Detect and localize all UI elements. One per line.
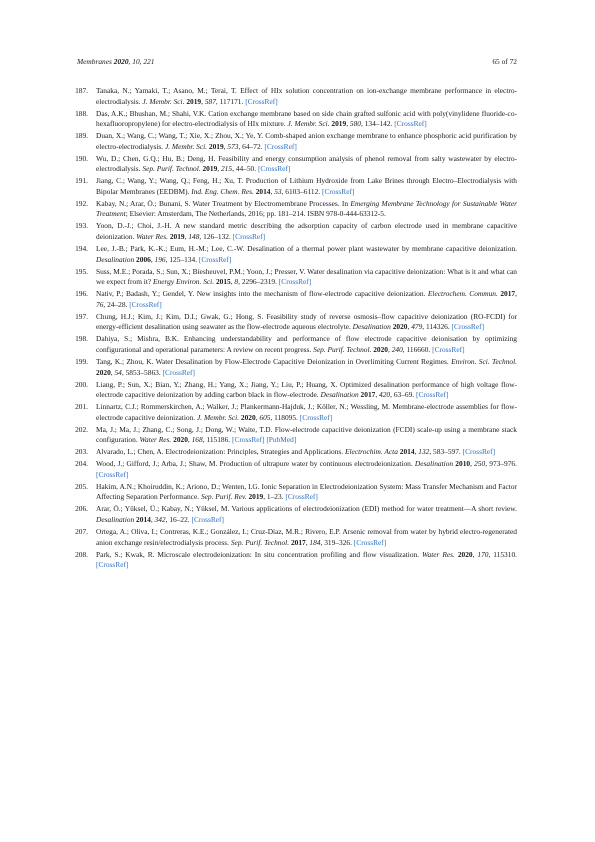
reference-journal: Electrochim. Acta xyxy=(344,447,398,457)
reference-journal: Electrochem. Commun. xyxy=(427,289,498,299)
crossref-link[interactable]: [CrossRef] xyxy=(285,492,318,502)
crossref-link[interactable]: [CrossRef] xyxy=(451,322,485,332)
reference-pages: , 24–28. xyxy=(103,299,128,309)
reference-journal: J. Membr. Sci. xyxy=(196,412,240,422)
reference-item: 202. Ma, J.; Ma, J.; Zhang, C.; Song, J.; Dong, W.; Waite, T.D. Flow-electrode capacitive deionization (FCDI) scale-up using a membrane stack configuration. Water Res. 2020, 168, 115186. [CrossRef] [PubMed] xyxy=(77,425,517,446)
reference-text: Duan, X.; Wang, C.; Wang, T.; Xie, X.; Zhou, X.; Ye, Y. Comb-shaped anion exchange membrane to enhance phosphoric acid purification by electro-electrodialysis. xyxy=(96,131,517,151)
reference-text: Dahiya, S.; Mishra, B.K. Enhancing understandability and performance of flow electrode capacitive deionisation by optimizing configurational and operational parameters: A review on recent progress. xyxy=(96,334,517,354)
reference-volume: 132 xyxy=(418,447,430,457)
reference-volume: 148 xyxy=(188,232,200,242)
reference-number: 205. xyxy=(75,481,88,491)
reference-item: 207. Ortega, A.; Oliva, I.; Contreras, K.E.; González, I.; Cruz-Díaz, M.R.; Rivero, E.P. Arsenic removal from water by hybrid electro-regenerated anion exchange resin/electrodialysis process. Sep. Purif. Technol. 2017, 184, 319–326. [CrossRef] xyxy=(77,527,517,548)
reference-journal: Desalination xyxy=(96,514,135,524)
reference-journal: Desalination xyxy=(96,254,135,264)
reference-volume: 420 xyxy=(379,390,391,400)
reference-text: Ma, J.; Ma, J.; Zhang, C.; Song, J.; Dong, W.; Waite, T.D. Flow-electrode capacitive deionization (FCDI) scale-up using a membrane stack configuration. xyxy=(96,424,517,445)
reference-number: 206. xyxy=(75,504,88,514)
crossref-link[interactable]: [CrossRef] xyxy=(416,390,449,400)
crossref-link[interactable]: [CrossRef] xyxy=(432,344,465,354)
reference-number: 201. xyxy=(75,402,88,412)
reference-journal: Environ. Sci. Technol. xyxy=(451,356,517,366)
reference-number: 208. xyxy=(75,549,88,559)
crossref-link[interactable]: [CrossRef] xyxy=(264,141,297,151)
reference-item: 191. Jiang, C.; Wang, Y.; Wang, Q.; Feng, H.; Xu, T. Production of Lithium Hydroxide from Lake Brines through Electro–Electrodialysis with Bipolar Membranes (EEDBM). Ind. Eng. Chem. Res. 2014, 53, 6103–6112. [CrossRef] xyxy=(77,176,517,197)
reference-number: 190. xyxy=(75,153,88,163)
reference-volume: 342 xyxy=(154,514,166,524)
reference-pages: , 117171. xyxy=(215,96,244,106)
reference-text: Suss, M.E.; Porada, S.; Sun, X.; Biesheuvel, P.M.; Yoon, J.; Presser, V. Water desalination via capacitive deionization: What is it and what can we expect from it? xyxy=(96,266,517,287)
reference-pages: , 2296–2319. xyxy=(238,277,277,287)
crossref-link[interactable]: [CrossRef] xyxy=(321,186,355,196)
reference-volume: 8 xyxy=(234,277,239,287)
reference-item xyxy=(77,482,517,503)
reference-item: 198. Dahiya, S.; Mishra, B.K. Enhancing understandability and performance of flow electrode capacitive deionisation by optimizing configurational and operational parameters: A review on recent progress. Sep. Purif. Technol. 2020, 240, 116660. [CrossRef] xyxy=(77,334,517,355)
reference-volume: 184 xyxy=(309,537,321,547)
crossref-link[interactable]: [CrossRef] xyxy=(232,232,266,242)
reference-journal: Desalination xyxy=(414,459,454,469)
reference-pages: , 115186. xyxy=(202,435,231,445)
crossref-link[interactable]: [CrossRef] xyxy=(96,469,129,479)
reference-item: 187. Tanaka, N.; Yamaki, T.; Asano, M.; Terai, T. Effect of HIx solution concentration on ion-exchange membrane performance in electro-electrodialysis. J. Membr. Sci. 2019, 587, 117171. [CrossRef] xyxy=(77,86,517,107)
reference-year: 2015 xyxy=(215,277,231,287)
reference-pages: , 5853–5863. xyxy=(121,367,161,377)
reference-item: 199. Tang, K.; Zhou, K. Water Desalination by Flow-Electrode Capacitive Deionization in Overlimiting Current Regimes. Environ. Sci. Technol. 2020, 54, 5853–5863. [CrossRef] xyxy=(77,357,517,378)
reference-year: 2020 xyxy=(392,322,408,332)
reference-journal: J. Membr. Sci. xyxy=(142,96,185,106)
reference-text: Park, S.; Kwak, R. Microscale electrodeionization: In situ concentration profiling and flow visualization. xyxy=(96,549,423,559)
crossref-link[interactable]: [CrossRef] xyxy=(353,537,387,547)
reference-year: 2014 xyxy=(399,447,415,457)
reference-number: 199. xyxy=(75,356,88,366)
reference-year: 2014 xyxy=(136,514,151,524)
reference-pages: , 134–142. xyxy=(360,119,393,129)
reference-volume: 54 xyxy=(114,367,122,377)
reference-year: 2017 xyxy=(290,537,306,547)
reference-pages: , 126–132. xyxy=(199,232,231,242)
crossref-link[interactable]: [CrossRef] xyxy=(162,367,195,377)
reference-journal: Emerging Membrane Technology for Sustainable Water Treatment xyxy=(96,198,517,219)
reference-journal: J. Membr. Sci. xyxy=(287,119,330,129)
reference-volume: 250 xyxy=(474,459,486,469)
reference-text: Jiang, C.; Wang, Y.; Wang, Q.; Feng, H.; Xu, T. Production of Lithium Hydroxide from Lake Brines through Electro–Electrodialysis with Bipolar Membranes (EEDBM). xyxy=(96,176,517,196)
reference-number: 202. xyxy=(75,424,88,434)
reference-pages: , 64–72. xyxy=(238,141,263,151)
crossref-link[interactable]: [CrossRef] xyxy=(462,447,496,457)
reference-number: 193. xyxy=(75,221,88,231)
journal-citation: Membranes 2020, 10, 221 xyxy=(77,57,155,66)
reference-pages: , 44–50. xyxy=(232,164,257,174)
reference-item: 193. Yoon, D.-J.; Choi, J.-H. A new standard metric describing the adsorption capacity of carbon electrode used in membrane capacitive deionization. Water Res. 2019, 148, 126–132. [CrossRef] xyxy=(77,221,517,242)
reference-year: 2017 xyxy=(360,390,376,400)
reference-number: 194. xyxy=(75,244,88,254)
reference-pages: , 6103–6112. xyxy=(281,186,321,196)
reference-journal: Sep. Purif. Technol. xyxy=(230,537,290,547)
reference-text: Tanaka, N.; Yamaki, T.; Asano, M.; Terai, T. Effect of HIx solution concentration on ion-exchange membrane performance in electro-electrodialysis. xyxy=(96,86,517,106)
reference-number: 196. xyxy=(75,289,88,299)
crossref-link[interactable]: [CrossRef] xyxy=(191,514,224,524)
reference-pages: , 1–23. xyxy=(263,492,284,502)
reference-journal: Water Res. xyxy=(422,549,455,559)
reference-item: 203. Alvarado, L.; Chen, A. Electrodeionization: Principles, Strategies and Applications. Electrochim. Acta 2014, 132, 583–597. [CrossRef] xyxy=(77,447,517,458)
reference-pages: , 63–69. xyxy=(390,390,415,400)
reference-item: 201. Linnartz, C.J.; Rommerskirchen, A.; Walker, J.; Plankermann-Hajduk, J.; Köller, N.; Wessling, M. Membrane-electrode assemblies for flow-electrode capacitive deionization. J. Membr. Sci. 2020, 605, 118095. [CrossRef] xyxy=(77,402,517,423)
reference-item xyxy=(77,199,517,220)
reference-volume: 587 xyxy=(204,96,216,106)
reference-pages: , 116660. xyxy=(402,344,431,354)
reference-journal: Desalination xyxy=(320,390,359,400)
reference-journal: Sep. Purif. Rev. xyxy=(200,492,247,502)
reference-number: 188. xyxy=(75,108,88,118)
reference-year: 2019 xyxy=(202,164,218,174)
reference-number: 203. xyxy=(75,447,88,457)
reference-year: 2020 xyxy=(373,344,388,354)
crossref-link[interactable]: [CrossRef] xyxy=(278,277,312,287)
reference-journal: Water Res. xyxy=(139,435,172,445)
reference-volume: 605 xyxy=(259,412,271,422)
reference-text: Tang, K.; Zhou, K. Water Desalination by Flow-Electrode Capacitive Deionization in Overlimiting Current Regimes. xyxy=(96,356,452,366)
reference-journal: Desalination xyxy=(352,322,391,332)
reference-text: Yoon, D.-J.; Choi, J.-H. A new standard metric describing the adsorption capacity of carbon electrode used in membrane capacitive deionization. xyxy=(96,221,517,242)
reference-item: 200. Liang, P.; Sun, X.; Bian, Y.; Zhang, H.; Yang, X.; Jiang, Y.; Liu, P.; Huang, X. Optimized desalination performance of high voltage flow-electrode capacitive deionization by adding carbon black in flow-electrode. Desalination 2017, 420, 63–69. [CrossRef] xyxy=(77,380,517,401)
reference-number: 207. xyxy=(75,526,88,536)
reference-year: 2020 xyxy=(173,435,188,445)
reference-year: 2019 xyxy=(169,232,185,242)
reference-text: Linnartz, C.J.; Rommerskirchen, A.; Walker, J.; Plankermann-Hajduk, J.; Köller, N.; Wessling, M. Membrane-electrode assemblies for flow-electrode capacitive deionization. xyxy=(96,402,517,422)
reference-volume: 76 xyxy=(96,299,104,309)
reference-year: 2010 xyxy=(455,459,471,469)
reference-volume: 168 xyxy=(191,435,203,445)
reference-item: 195. Suss, M.E.; Porada, S.; Sun, X.; Biesheuvel, P.M.; Yoon, J.; Presser, V. Water desalination via capacitive deionization: What is it and what can we expect from it? Energy Environ. Sci. 2015, 8, 2296–2319. [CrossRef] xyxy=(77,267,517,288)
reference-volume: 170 xyxy=(477,549,489,559)
reference-number: 197. xyxy=(75,311,88,321)
reference-year: 2019 xyxy=(331,119,347,129)
reference-year: 2020 xyxy=(96,367,111,377)
reference-text: Alvarado, L.; Chen, A. Electrodeionization: Principles, Strategies and Applications. xyxy=(96,447,345,457)
reference-pages: , 118095. xyxy=(270,412,298,422)
reference-text: Kabay, N.; Arar, Ö.; Bunani, S. Water Treatment by Electromembrane Processes. In xyxy=(96,198,351,208)
crossref-link[interactable]: [CrossRef] xyxy=(198,254,232,264)
reference-text: Nativ, P.; Badash, Y.; Gendel, Y. New insights into the mechanism of flow-electrode capacitive deionization. xyxy=(96,289,428,299)
reference-year: 2014 xyxy=(255,186,271,196)
reference-year: 2019 xyxy=(208,141,224,151)
reference-item: 194. Lee, J.-B.; Park, K.-K.; Eum, H.-M.; Lee, C.-W. Desalination of a thermal power plant wastewater by membrane capacitive deionization. Desalination 2006, 196, 125–134. [CrossRef] xyxy=(77,244,517,265)
reference-item: 190. Wu, D.; Chen, G.Q.; Hu, B.; Deng, H. Feasibility and energy consumption analysis of phenol removal from salty wastewater by electro-electrodialysis. Sep. Purif. Technol. 2019, 215, 44–50. [CrossRef] xyxy=(77,154,517,175)
crossref-link[interactable]: [CrossRef] xyxy=(245,96,278,106)
crossref-link[interactable]: [CrossRef] xyxy=(257,164,291,174)
reference-text: Wu, D.; Chen, G.Q.; Hu, B.; Deng, H. Feasibility and energy consumption analysis of phenol removal from salty wastewater by electro-electrodialysis. xyxy=(96,153,517,174)
reference-text: Lee, J.-B.; Park, K.-K.; Eum, H.-M.; Lee, C.-W. Desalination of a thermal power plant wastewater by membrane capacitive deionization. xyxy=(96,244,517,254)
reference-volume: 580 xyxy=(349,119,361,129)
reference-year: 2020 xyxy=(457,549,473,559)
reference-pages: , 114326. xyxy=(422,322,450,332)
crossref-link[interactable]: [CrossRef] xyxy=(96,560,129,570)
reference-pages: , 583–597. xyxy=(429,447,461,457)
reference-volume: 573 xyxy=(227,141,239,151)
reference-text: Wood, J.; Gifford, J.; Arba, J.; Shaw, M. Production of ultrapure water by continuous electrodeionization. xyxy=(96,459,415,469)
reference-number: 187. xyxy=(75,86,88,95)
reference-journal: Ind. Eng. Chem. Res. xyxy=(191,186,254,196)
reference-year: 2006 xyxy=(136,254,151,264)
crossref-link[interactable]: [CrossRef] xyxy=(299,412,333,422)
reference-pages: , 125–134. xyxy=(165,254,198,264)
reference-item: 189. Duan, X.; Wang, C.; Wang, T.; Xie, X.; Zhou, X.; Ye, Y. Comb-shaped anion exchange membrane to enhance phosphoric acid purification by electro-electrodialysis. J. Membr. Sci. 2019, 573, 64–72. [CrossRef] xyxy=(77,131,517,152)
reference-pages: , 319–326. xyxy=(320,537,352,547)
reference-volume: 240 xyxy=(391,344,403,354)
reference-list xyxy=(77,86,517,572)
reference-text: Das, A.K.; Bhushan, M.; Shahi, V.K. Cation exchange membrane based on side chain grafted sulfonic acid with poly(vinylidene fluoride-co-hexafluoropropylene) for electro-electrodialysis of HIx mixture. xyxy=(96,108,517,129)
reference-text: Ortega, A.; Oliva, I.; Contreras, K.E.; González, I.; Cruz-Díaz, M.R.; Rivero, E.P. Arsenic removal from water by hybrid electro-regenerated anion exchange resin/electrodialysis process. xyxy=(96,526,517,547)
reference-number: 189. xyxy=(75,131,88,141)
reference-item: 197. Chung, H.J.; Kim, J.; Kim, D.I.; Gwak, G.; Hong, S. Feasibility study of reverse osmosis–flow capacitive deionization (RO-FCDI) for energy-efficient desalination using seawater as the flow-electrode aqueous electrolyte. Desalination 2020, 479, 114326. [CrossRef] xyxy=(77,312,517,333)
crossref-link[interactable]: [CrossRef] xyxy=(394,119,427,129)
reference-year: 2017 xyxy=(500,289,516,299)
reference-text: Chung, H.J.; Kim, J.; Kim, D.I.; Gwak, G.; Hong, S. Feasibility study of reverse osmosis–flow capacitive deionization (RO-FCDI) for energy-efficient desalination using seawater as the flow-electrode aqueous electrolyte. xyxy=(96,311,517,332)
reference-text: Liang, P.; Sun, X.; Bian, Y.; Zhang, H.; Yang, X.; Jiang, Y.; Liu, P.; Huang, X. Optimized desalination performance of high voltage flow-electrode capacitive deionization by adding carbon black in flow-electrode. xyxy=(96,379,517,400)
reference-volume: 215 xyxy=(220,164,233,174)
reference-item: 188. Das, A.K.; Bhushan, M.; Shahi, V.K. Cation exchange membrane based on side chain grafted sulfonic acid with poly(vinylidene fluoride-co-hexafluoropropylene) for electro-electrodialysis of HIx mixture. J. Membr. Sci. 2019, 580, 134–142. [CrossRef] xyxy=(77,109,517,130)
pubmed-link[interactable]: [PubMed] xyxy=(266,435,297,445)
reference-year: 2019 xyxy=(248,492,264,502)
reference-journal: Energy Environ. Sci. xyxy=(153,277,215,287)
reference-number: 198. xyxy=(75,334,88,344)
reference-item: 208. Park, S.; Kwak, R. Microscale electrodeionization: In situ concentration profiling and flow visualization. Water Res. 2020, 170, 115310. [CrossRef] xyxy=(77,550,517,571)
reference-pages: ; Elsevier: Amsterdam, The Netherlands, 2016; pp. 181–214. ISBN 978-0-444-63312-5. xyxy=(125,209,386,219)
crossref-link[interactable]: [CrossRef] xyxy=(129,299,162,309)
page-header xyxy=(77,57,517,69)
reference-text: Hakim, A.N.; Khoiruddin, K.; Ariono, D.; Wenten, I.G. Ionic Separation in Electrodeionization System: Mass Transfer Mechanism and Factor Affecting Separation Performance. xyxy=(96,481,517,502)
reference-pages: , 115310. xyxy=(488,549,517,559)
reference-journal: J. Membr. Sci. xyxy=(164,141,208,151)
reference-year: 2020 xyxy=(240,412,256,422)
crossref-link[interactable]: [CrossRef] xyxy=(232,435,265,445)
reference-number: 191. xyxy=(75,176,88,186)
reference-year: 2019 xyxy=(186,96,202,106)
reference-volume: 196 xyxy=(154,254,166,264)
reference-number: 204. xyxy=(75,459,88,469)
reference-item: 196. Nativ, P.; Badash, Y.; Gendel, Y. New insights into the mechanism of flow-electrode capacitive deionization. Electrochem. Commun. 2017, 76, 24–28. [CrossRef] xyxy=(77,289,517,310)
page-number: 65 of 72 xyxy=(492,57,517,66)
reference-item: 204. Wood, J.; Gifford, J.; Arba, J.; Shaw, M. Production of ultrapure water by continuous electrodeionization. Desalination 2010, 250, 973–976. [CrossRef] xyxy=(77,459,517,480)
reference-pages: , 16–22. xyxy=(165,514,190,524)
reference-journal: Sep. Purif. Technol. xyxy=(313,344,372,354)
reference-number: 200. xyxy=(75,379,88,389)
reference-pages: , 973–976. xyxy=(485,459,517,469)
reference-number: 195. xyxy=(75,266,88,276)
reference-journal: Sep. Purif. Technol. xyxy=(142,164,201,174)
reference-volume: 479 xyxy=(411,322,423,332)
reference-number: 192. xyxy=(75,198,88,208)
reference-volume: 53 xyxy=(274,186,282,196)
reference-text: Arar, Ö.; Yüksel, Ü.; Kabay, N.; Yüksel, M. Various applications of electrodeionization (EDI) method for water treatment—A short review. xyxy=(96,504,517,514)
reference-item: 206. Arar, Ö.; Yüksel, Ü.; Kabay, N.; Yüksel, M. Various applications of electrodeionization (EDI) method for water treatment—A short review. Desalination 2014, 342, 16–22. [CrossRef] xyxy=(77,504,517,525)
reference-journal: Water Res. xyxy=(136,232,168,242)
